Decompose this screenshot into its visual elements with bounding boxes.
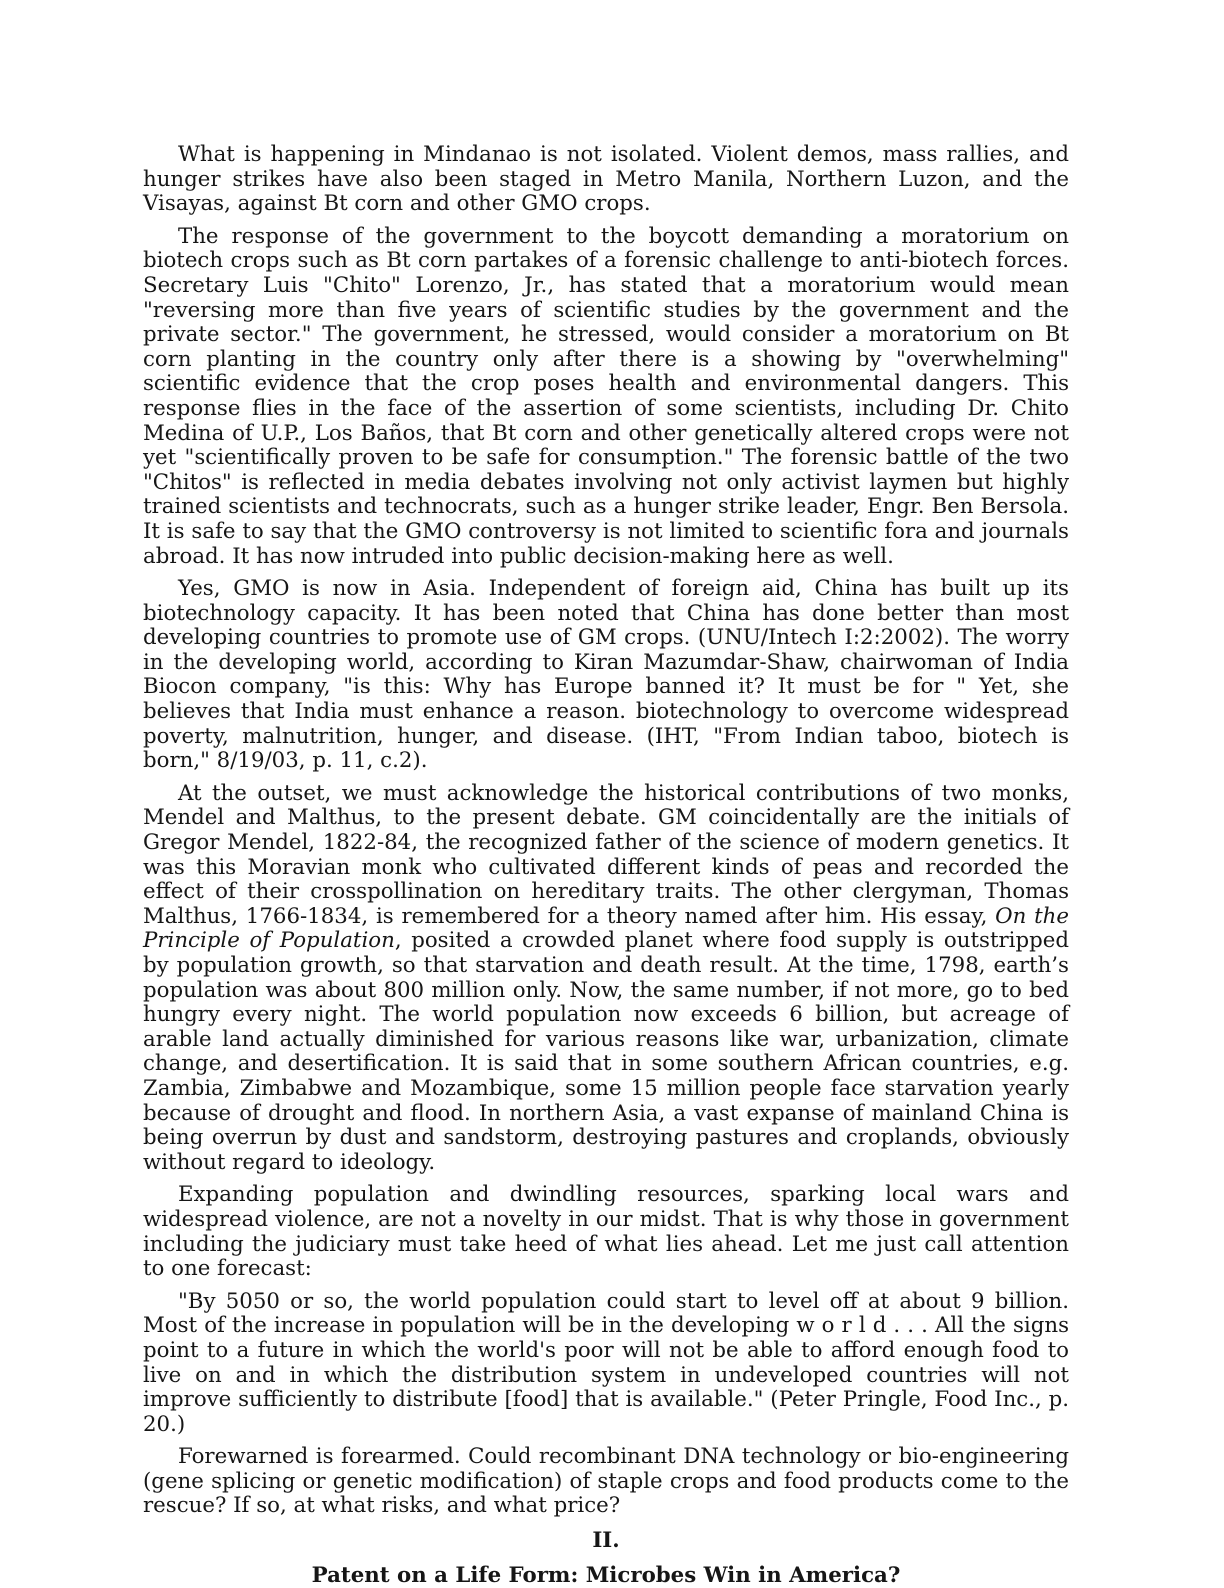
paragraph-text: , posited a crowded planet where food supply is outstripped by population growth, so that starvation and death result. At the time, 1798, earth’s population was about 800 million only. Now, the same number, if not more, go to bed hungry every night. The world population now exceeds 6 billion, but acreage of arable land actually diminished for various reasons like war, urbanization, climate change, and desertification. It is said that in some southern African countries, e.g. Zambia, Zimbabwe and Mozambique, some 15 million people face starvation yearly because of drought and flood. In northern Asia, a vast expanse of mainland China is being overrun by dust and sandstorm, destroying pastures and croplands, obviously without regard to ideology.	[143, 928, 1069, 1175]
paragraph-gmo-asia: Yes, GMO is now in Asia. Independent of foreign aid, China has built up its biotechnology capacity. It has been noted that China has done better than most developing countries to promote use of GM crops. (UNU/Intech I:2:2002). The worry in the developing world, according to Kiran Mazumdar-Shaw, chairwoman of India Biocon company, "is this: Why has Europe banned it? It must be for " Yet, she believes that India must enhance a reason. biotechnology to overcome widespread poverty, malnutrition, hunger, and disease. (IHT, "From Indian taboo, biotech is born," 8/19/03, p. 11, c.2).	[143, 576, 1069, 774]
paragraph-forewarned: Forewarned is forearmed. Could recombinant DNA technology or bio-engineering (gene splicing or genetic modification) of staple crops and food products come to the rescue? If so, at what risks, and what price?	[143, 1444, 1069, 1519]
paragraph-population-resources: Expanding population and dwindling resources, sparking local wars and widespread violence, are not a novelty in our midst. That is why those in government including the judiciary must take heed of what lies ahead. Let me just call attention to one forecast:	[143, 1182, 1069, 1282]
paragraph-government-response: The response of the government to the boycott demanding a moratorium on biotech crops such as Bt corn partakes of a forensic challenge to anti-biotech forces. Secretary Luis "Chito" Lorenzo, Jr., has stated that a moratorium would mean "reversing more than five years of scientific studies by the government and the private sector." The government, he stressed, would consider a moratorium on Bt corn planting in the country only after there is a showing by "overwhelming" scientific evidence that the crop poses health and environmental dangers. This response flies in the face of the assertion of some scientists, including Dr. Chito Medina of U.P., Los Baños, that Bt corn and other genetically altered crops were not yet "scientifically proven to be safe for consumption." The forensic battle of the two "Chitos" is reflected in media debates involving not only activist laymen but highly trained scientists and technocrats, such as a hunger strike leader, Engr. Ben Bersola. It is safe to say that the GMO controversy is not limited to scientific fora and journals abroad. It has now intruded into public decision-making here as well.	[143, 223, 1069, 569]
section-title: Patent on a Life Form: Microbes Win in America?	[311, 1562, 901, 1588]
section-number: II.	[592, 1528, 620, 1554]
paragraph-mendel-malthus	[143, 782, 1069, 1176]
paragraph-mindanao: What is happening in Mindanao is not isolated. Violent demos, mass rallies, and hunger strikes have also been staged in Metro Manila, Northern Luzon, and the Visayas, against Bt corn and other GMO crops.	[143, 142, 1069, 217]
paragraph-forecast-quote: "By 5050 or so, the world population could start to level off at about 9 billion. Most of the increase in population will be in the developing w o r l d . . . All the signs point to a future in which the world's poor will not be able to afford enough food to live on and in which the distribution system in undeveloped countries will not improve sufficiently to distribute [food] that is available." (Peter Pringle, Food Inc., p. 20.)	[143, 1288, 1069, 1437]
paragraph-text: At the outset, we must acknowledge the historical contributions of two monks, Mendel and Malthus, to the present debate. GM coincidentally are the initials of Gregor Mendel, 1822-84, the recognized father of the science of modern genetics. It was this Moravian monk who cultivated different kinds of peas and recorded the effect of their crosspollination on hereditary traits. The other clergyman, Thomas Malthus, 1766-1834, is remembered for a theory named after him. His essay,	[143, 780, 1069, 929]
book-title: On the Principle of Population	[143, 903, 1069, 954]
document-page	[143, 143, 1069, 1588]
